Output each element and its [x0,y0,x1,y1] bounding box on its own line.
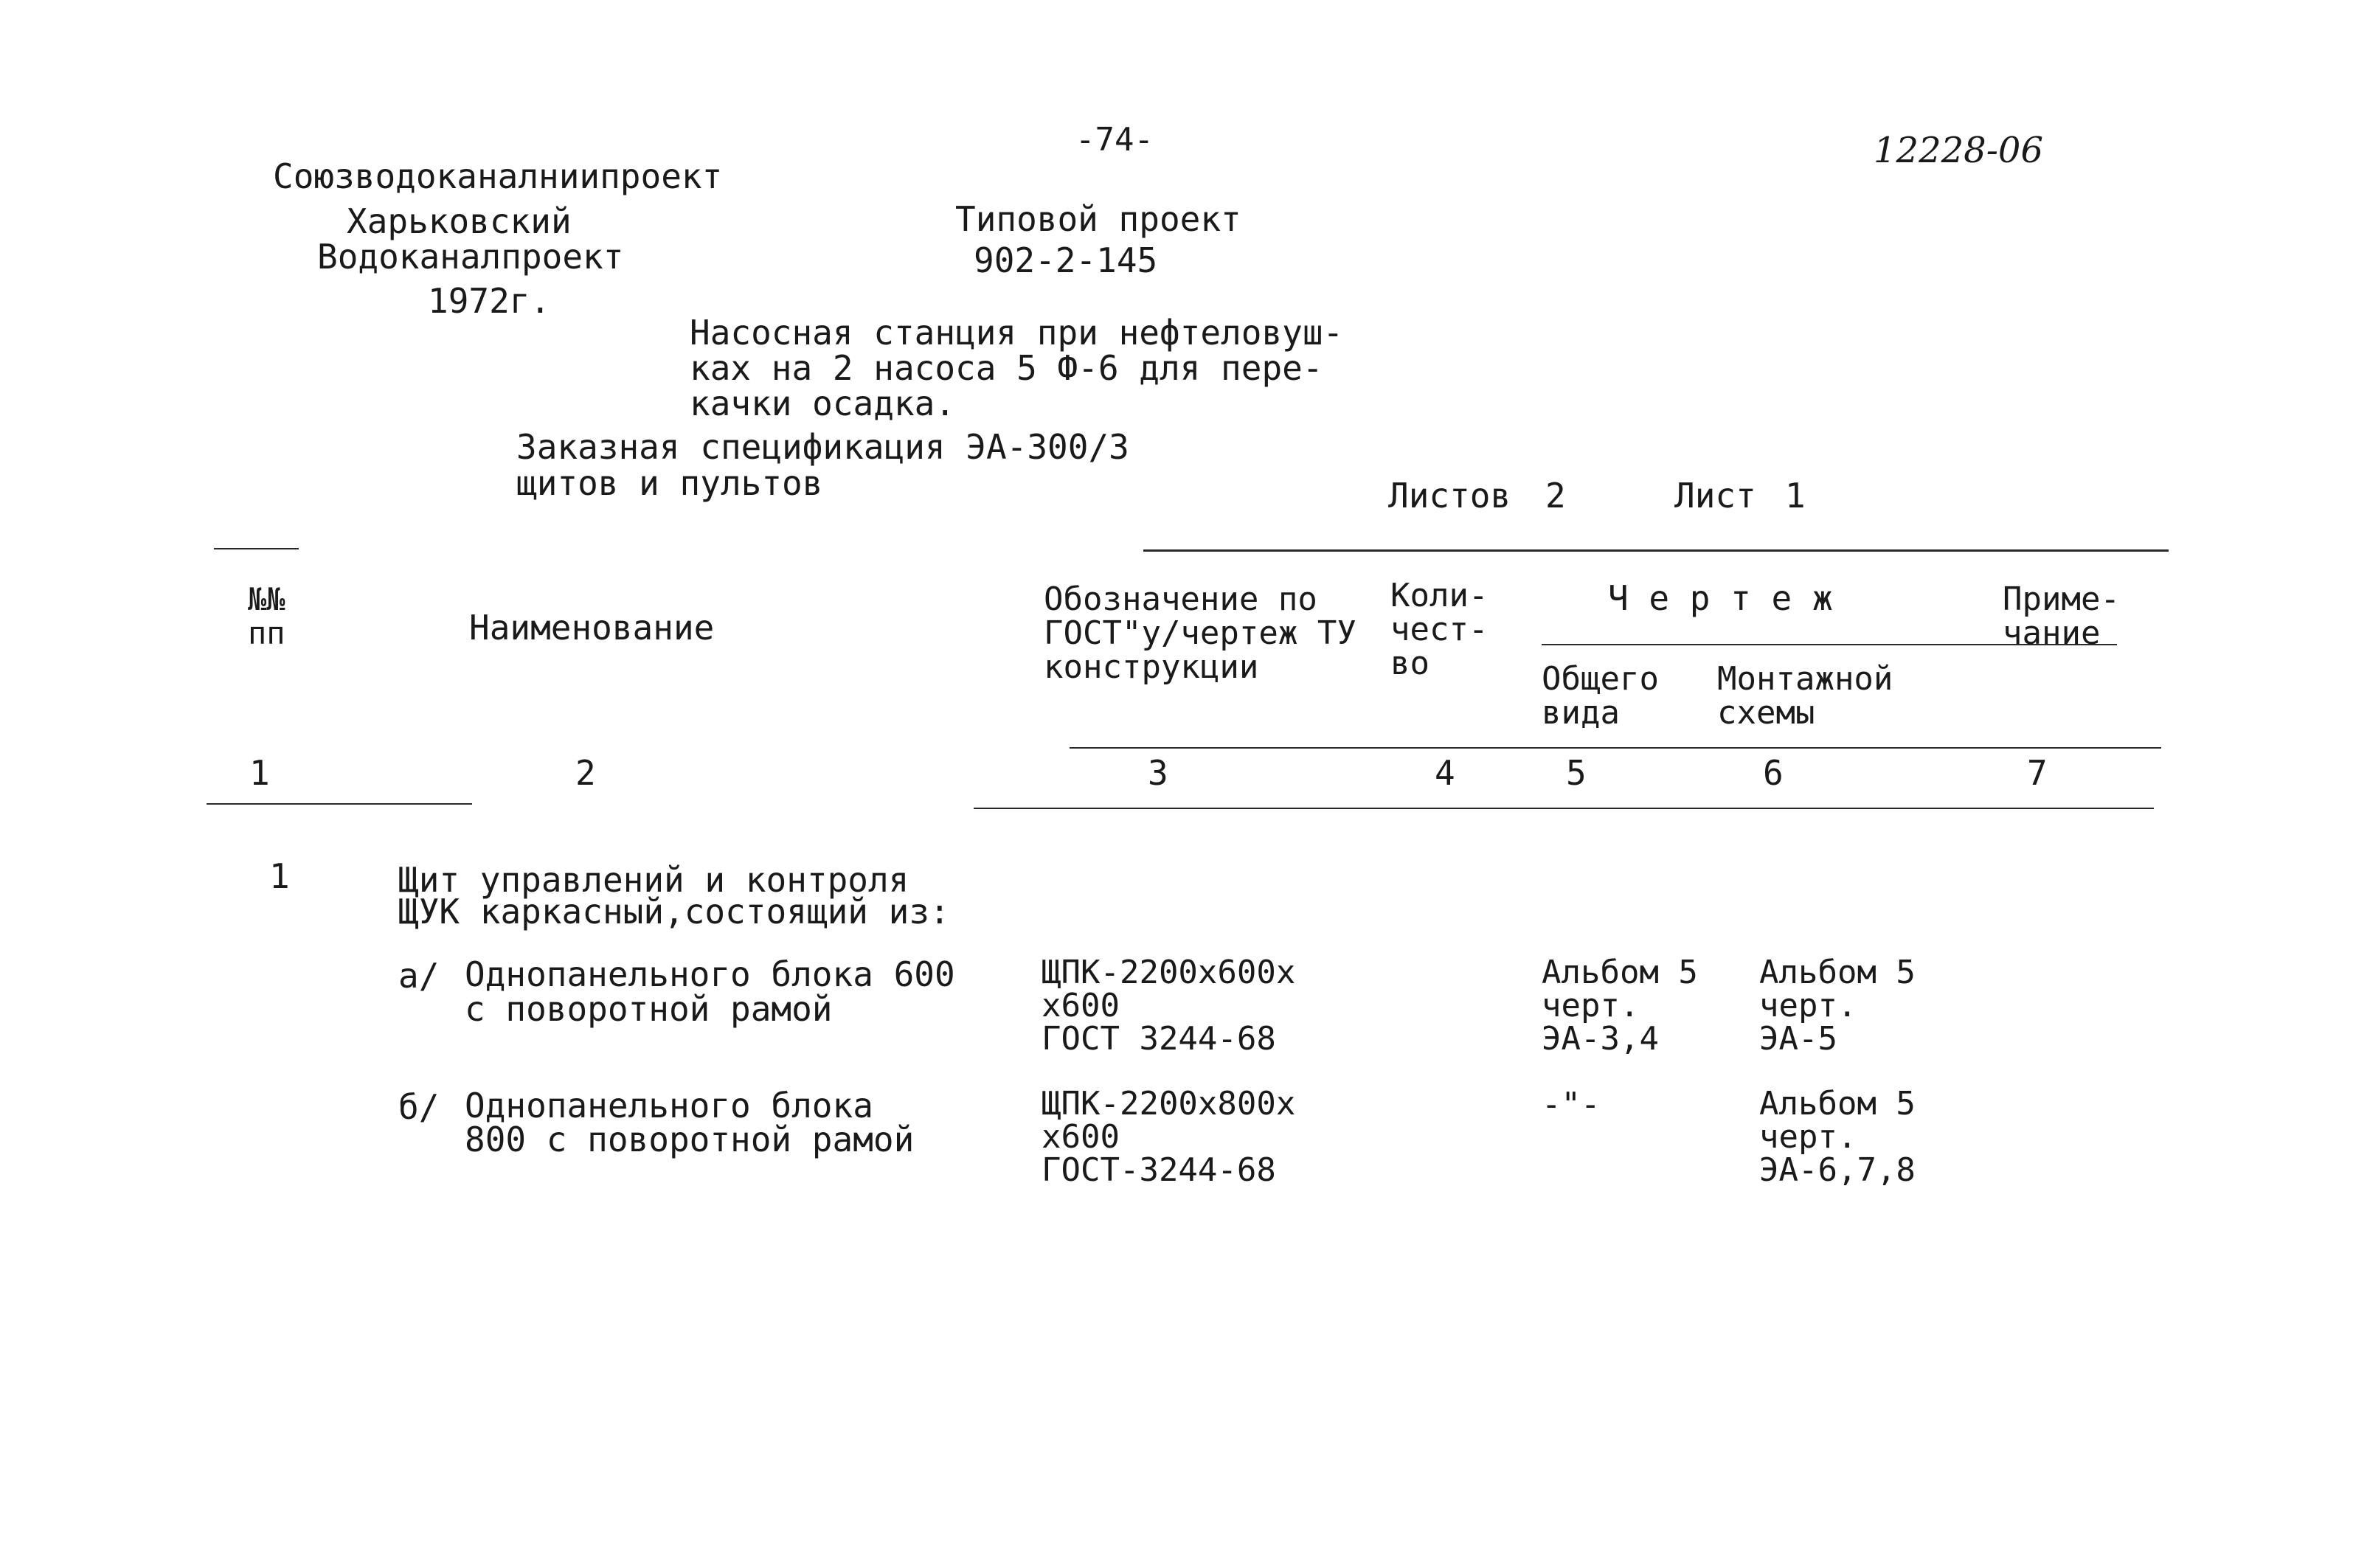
row-name-line-2: ЩУК каркасный,состоящий из: [398,892,950,932]
header-general-view: Общего вида [1542,660,1659,732]
column-number: 4 [1435,753,1455,793]
header-row-number: №№ пп [248,581,285,652]
header-note: Приме- чание [2003,580,2120,653]
column-numbers-rule [974,808,2154,809]
column-number: 1 [249,753,270,793]
header-quantity: Коли- чест- во [1390,577,1489,683]
description-line-2: ках на 2 насоса 5 Ф-6 для пере- [690,348,1323,388]
org-name: Союзводоканалниипроект [273,156,723,196]
row-general-view: Альбом 5 черт. ЭА-3,4 [1542,954,1698,1058]
document-code: 12228-06 [1874,130,2043,171]
page-number: -74- [1075,121,1154,159]
column-number: 2 [575,753,596,793]
project-label: Типовой проект [955,199,1241,239]
row-prefix: б/ [398,1087,440,1127]
sheet-number: 1 [1785,476,1806,516]
row-name-line-2: 800 с поворотной рамой [465,1120,915,1159]
sheet-label: Лист [1674,476,1756,516]
sheets-total-label: Листов [1388,476,1511,516]
header-designation: Обозначение по ГОСТ"у/чертеж ТУ конструкции [1044,580,1356,687]
table-top-rule-left [214,548,299,549]
sheets-total: 2 [1545,476,1566,516]
column-number: 3 [1148,753,1168,793]
spec-line-1: Заказная спецификация ЭА-300/3 [516,427,1129,467]
header-mounting-scheme: Монтажной схемы [1717,660,1893,732]
row-name-line-2: с поворотной рамой [465,989,833,1029]
header-name: Наименование [469,608,715,648]
row-prefix: а/ [398,956,440,996]
column-numbers-rule-left [207,803,472,805]
org-year: 1972г. [428,281,551,321]
header-drawing-group: Ч е р т е ж [1608,578,1833,618]
row-mounting-scheme: Альбом 5 черт. ЭА-5 [1759,954,1916,1058]
column-number: 5 [1566,753,1587,793]
row-general-view: -"- [1542,1086,1601,1123]
row-designation: ЩПК-2200х600х х600 ГОСТ 3244-68 [1042,954,1296,1058]
description-line-1: Насосная станция при нефтеловуш- [690,313,1344,353]
column-number: 7 [2027,753,2048,793]
row-name-line-1: Однопанельного блока [465,1086,873,1125]
row-name-line-1: Щит управлений и контроля [398,860,909,900]
header-bottom-rule [1070,747,2161,749]
org-city: Харьковский [347,201,572,241]
table-top-rule [1143,549,2169,552]
spec-line-2: щитов и пультов [516,463,823,503]
row-number: 1 [269,856,290,896]
column-number: 6 [1763,753,1784,793]
project-number: 902-2-145 [974,240,1158,280]
row-designation: ЩПК-2200х800х х600 ГОСТ-3244-68 [1042,1085,1296,1189]
org-institute: Водоканалпроект [317,237,624,277]
row-name-line-1: Однопанельного блока 600 [465,954,955,994]
description-line-3: качки осадка. [690,384,956,423]
row-mounting-scheme: Альбом 5 черт. ЭА-6,7,8 [1759,1085,1916,1189]
